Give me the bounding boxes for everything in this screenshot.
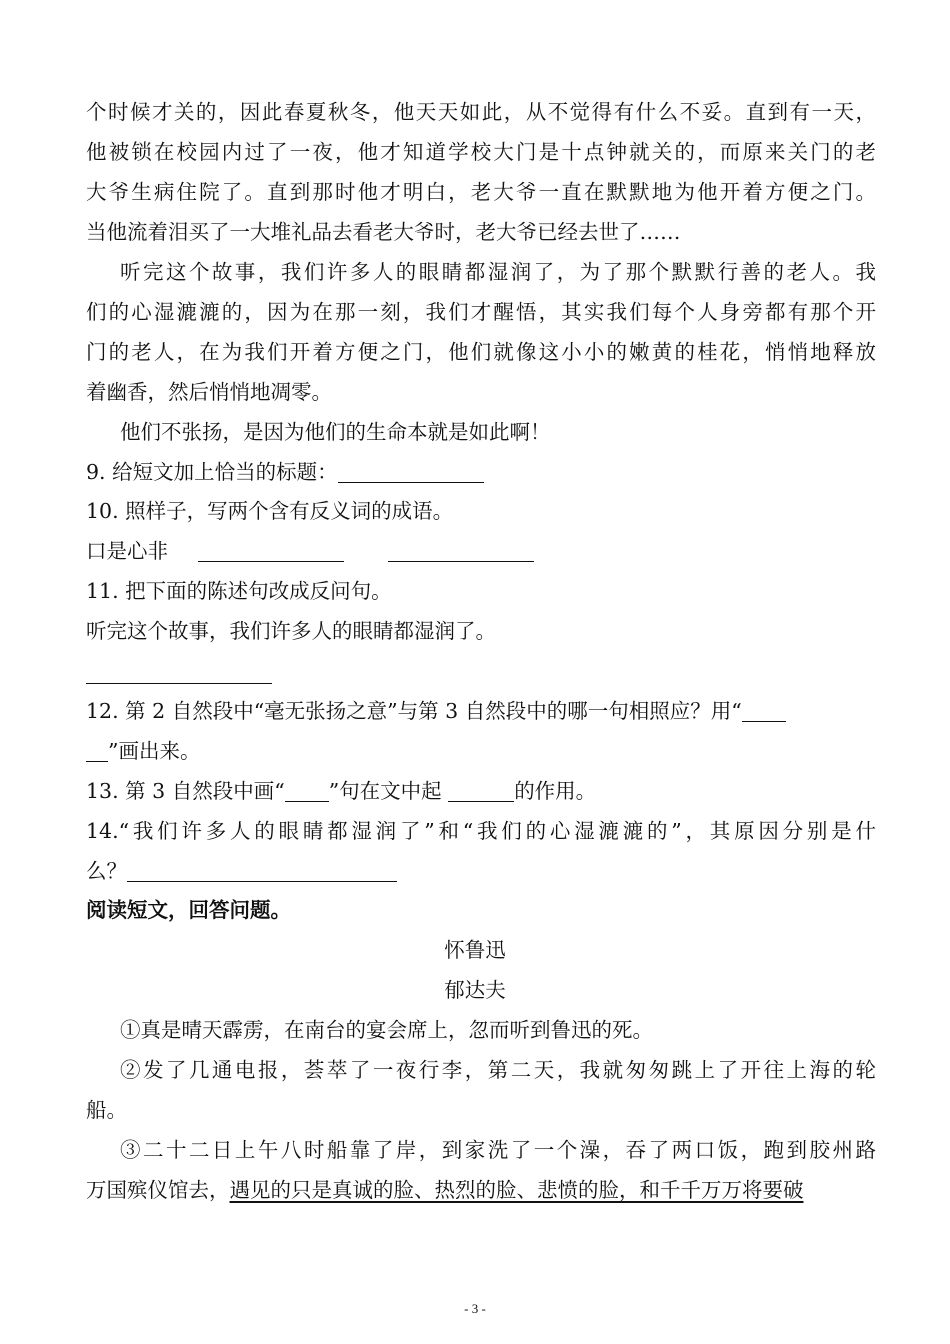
article-paragraph-3-continued <box>86 1175 876 1205</box>
question-14-continued <box>86 856 876 886</box>
answer-blank[interactable] <box>388 541 534 562</box>
answer-blank[interactable] <box>448 781 514 802</box>
passage-line: 个时候才关的，因此春夏秋冬，他天天如此，从不觉得有什么不妥。直到有一天， <box>86 100 876 124</box>
answer-blank[interactable] <box>285 781 329 802</box>
article-author: 郁达夫 <box>444 978 506 1002</box>
passage-line: 门的老人，在为我们开着方便之门，他们就像这小小的嫩黄的桂花，悄悄地释放 <box>86 340 876 364</box>
passage-line: 他们不张扬，是因为他们的生命本就是如此啊！ <box>120 420 551 444</box>
question-13-text-c: 的作用。 <box>514 779 597 803</box>
question-12 <box>86 696 876 726</box>
question-12-text-end: ”画出来。 <box>108 739 201 763</box>
question-12-continued <box>86 736 876 766</box>
answer-blank[interactable] <box>127 861 397 882</box>
passage-line: 他被锁在校园内过了一夜，他才知道学校大门是十点钟就关的，而原来关门的老 <box>86 140 876 164</box>
section-instruction: 阅读短文，回答问题。 <box>86 898 291 922</box>
question-10: 10. 照样子，写两个含有反义词的成语。 <box>86 499 454 523</box>
passage-line: 着幽香，然后悄悄地凋零。 <box>86 380 332 404</box>
page-number: - 3 - <box>464 1301 486 1316</box>
question-12-text: 12. 第 2 自然段中“毫无张扬之意”与第 3 自然段中的哪一句相照应？用“ <box>86 699 742 723</box>
article-paragraph-2: ②发了几通电报，荟萃了一夜行李，第二天，我就匆匆跳上了开往上海的轮 <box>120 1058 876 1082</box>
underlined-sentence: 遇见的只是真诚的脸、热烈的脸、悲愤的脸，和千千万万将要破 <box>229 1178 804 1202</box>
question-14-text-end: 么？ <box>86 859 127 883</box>
passage-line: 听完这个故事，我们许多人的眼睛都湿润了，为了那个默默行善的老人。我 <box>120 260 876 284</box>
question-14: 14.“我们许多人的眼睛都湿润了”和“我们的心湿漉漉的”，其原因分别是什 <box>86 819 876 843</box>
question-9 <box>86 457 876 487</box>
passage-line: 们的心湿漉漉的，因为在那一刻，我们才醒悟，其实我们每个人身旁都有那个开 <box>86 300 876 324</box>
question-11-sentence: 听完这个故事，我们许多人的眼睛都湿润了。 <box>86 619 496 643</box>
plain-text: 万国殡仪馆去， <box>86 1178 230 1202</box>
passage-line: 当他流着泪买了一大堆礼品去看老大爷时，老大爷已经去世了…… <box>86 220 681 244</box>
question-13-text-b: ”句在文中起 <box>328 779 449 803</box>
article-paragraph-2-end: 船。 <box>86 1098 127 1122</box>
article-title: 怀鲁迅 <box>444 938 506 962</box>
passage-line: 大爷生病住院了。直到那时他才明白，老大爷一直在默默地为他开着方便之门。 <box>86 180 876 204</box>
answer-blank[interactable] <box>86 741 108 762</box>
answer-line[interactable] <box>86 683 272 684</box>
question-11: 11. 把下面的陈述句改成反问句。 <box>86 579 392 603</box>
article-paragraph-3: ③二十二日上午八时船靠了岸，到家洗了一个澡，吞了两口饭，跑到胶州路 <box>120 1138 876 1162</box>
example-idiom: 口是心非 <box>86 539 168 563</box>
answer-blank[interactable] <box>198 541 344 562</box>
answer-blank[interactable] <box>338 462 484 483</box>
answer-blank[interactable] <box>742 701 786 722</box>
question-10-example <box>86 536 876 566</box>
question-9-text: 9. 给短文加上恰当的标题： <box>86 460 338 484</box>
article-paragraph-1: ①真是晴天霹雳，在南台的宴会席上，忽而听到鲁迅的死。 <box>120 1018 653 1042</box>
question-13 <box>86 776 876 806</box>
question-13-text-a: 13. 第 3 自然段中画“ <box>86 779 285 803</box>
